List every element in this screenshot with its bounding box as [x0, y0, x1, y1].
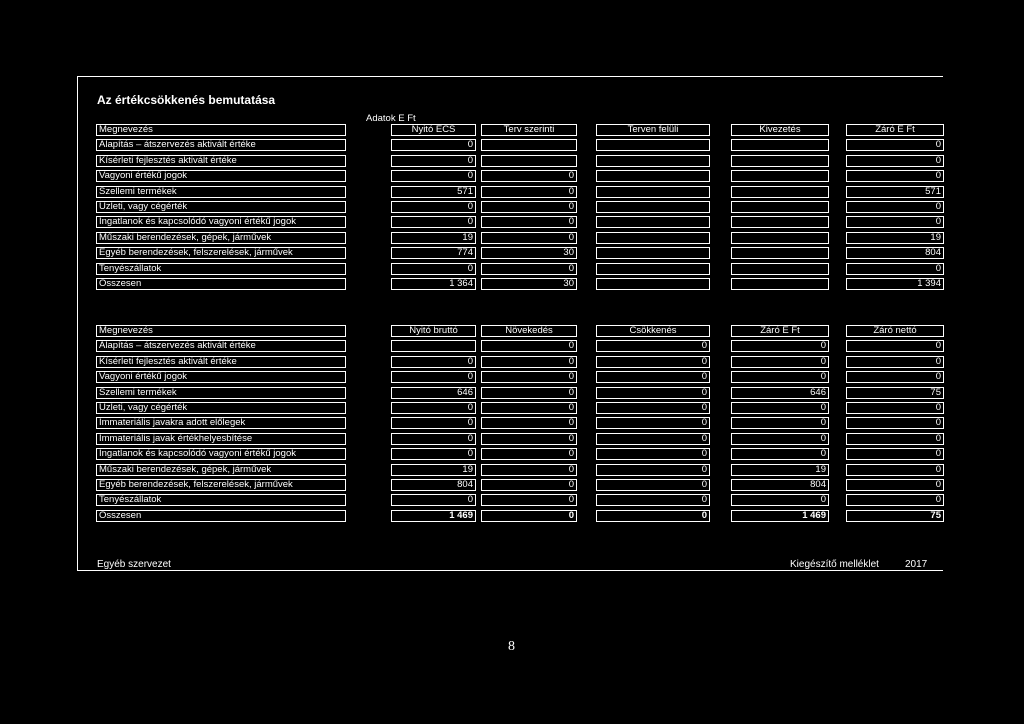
- table-cell: 0: [481, 170, 577, 182]
- table-row: [96, 200, 944, 215]
- column-header: Megnevezés: [96, 325, 346, 337]
- table-cell: [391, 340, 476, 352]
- table-cell: 0: [846, 340, 944, 352]
- table-cell: 0: [596, 510, 710, 522]
- table-cell: [596, 155, 710, 167]
- row-label: Összesen: [96, 278, 346, 290]
- table-cell: 0: [596, 479, 710, 491]
- table-cell: 0: [596, 448, 710, 460]
- table-cell: 0: [596, 464, 710, 476]
- table-cell: 1 469: [731, 510, 829, 522]
- table-cell: 0: [731, 340, 829, 352]
- table-cell: [731, 201, 829, 213]
- gross-value-table: [96, 324, 944, 524]
- table-cell: 0: [596, 340, 710, 352]
- table-cell: 0: [481, 510, 577, 522]
- table-cell: [731, 216, 829, 228]
- row-label: Kísérleti fejlesztés aktivált értéke: [96, 356, 346, 368]
- depreciation-table: [96, 123, 944, 292]
- column-header: Záró E Ft: [846, 124, 944, 136]
- table-cell: [596, 201, 710, 213]
- table-cell: 0: [731, 371, 829, 383]
- table-cell: [731, 247, 829, 259]
- column-header: Záró E Ft: [731, 325, 829, 337]
- row-label: Immateriális javakra adott előlegek: [96, 417, 346, 429]
- table-cell: 0: [846, 464, 944, 476]
- table-cell: [596, 232, 710, 244]
- table-cell: [731, 232, 829, 244]
- table-cell: 0: [391, 433, 476, 445]
- table-cell: 646: [391, 387, 476, 399]
- table-cell: 0: [846, 448, 944, 460]
- table-cell: 1 364: [391, 278, 476, 290]
- row-label: Alapítás – átszervezés aktivált értéke: [96, 340, 346, 352]
- column-header: Megnevezés: [96, 124, 346, 136]
- table-cell: 774: [391, 247, 476, 259]
- table-cell: 0: [481, 417, 577, 429]
- table-cell: 0: [596, 371, 710, 383]
- table-cell: 30: [481, 247, 577, 259]
- table-cell: 0: [846, 201, 944, 213]
- table-row: [96, 386, 944, 401]
- table-header-row: [96, 123, 944, 138]
- table-cell: [731, 263, 829, 275]
- column-header: Növekedés: [481, 325, 577, 337]
- table-cell: 0: [596, 494, 710, 506]
- table-cell: 804: [846, 247, 944, 259]
- column-header: Kivezetés: [731, 124, 829, 136]
- table-cell: [731, 186, 829, 198]
- row-label: Szellemi termékek: [96, 387, 346, 399]
- table-row: [96, 447, 944, 462]
- row-label: Üzleti, vagy cégérték: [96, 201, 346, 213]
- table-cell: 75: [846, 387, 944, 399]
- table-cell: 0: [481, 186, 577, 198]
- table-cell: [481, 139, 577, 151]
- table-row: [96, 246, 944, 261]
- table-cell: [596, 170, 710, 182]
- table-cell: 0: [481, 387, 577, 399]
- row-label: Üzleti, vagy cégérték: [96, 402, 346, 414]
- table-cell: 0: [391, 371, 476, 383]
- table-cell: [596, 216, 710, 228]
- table-cell: 0: [846, 170, 944, 182]
- table-cell: 646: [731, 387, 829, 399]
- column-header: Nyitó ÉCS: [391, 124, 476, 136]
- table-cell: [596, 139, 710, 151]
- row-label: Egyéb berendezések, felszerelések, járművek: [96, 479, 346, 491]
- table-cell: 19: [846, 232, 944, 244]
- table-row: [96, 370, 944, 385]
- table-cell: [731, 139, 829, 151]
- table-row: [96, 339, 944, 354]
- table-row: [96, 231, 944, 246]
- row-label: Műszaki berendezések, gépek, járművek: [96, 464, 346, 476]
- table-row: [96, 185, 944, 200]
- table-cell: 0: [391, 402, 476, 414]
- table-cell: 0: [481, 201, 577, 213]
- row-label: Műszaki berendezések, gépek, járművek: [96, 232, 346, 244]
- table-cell: 0: [846, 433, 944, 445]
- total-row: [96, 277, 944, 292]
- table-cell: 0: [846, 216, 944, 228]
- table-cell: 1 469: [391, 510, 476, 522]
- table-cell: 0: [481, 402, 577, 414]
- table-cell: 0: [481, 216, 577, 228]
- row-label: Kísérleti fejlesztés aktivált értéke: [96, 155, 346, 167]
- table-cell: 0: [731, 433, 829, 445]
- table-cell: 0: [846, 356, 944, 368]
- section-title: Az értékcsökkenés bemutatása: [97, 93, 276, 107]
- table-cell: 0: [846, 155, 944, 167]
- table-row: [96, 262, 944, 277]
- table-row: [96, 432, 944, 447]
- table-cell: 0: [481, 371, 577, 383]
- row-label: Tenyészállatok: [96, 263, 346, 275]
- table-cell: 0: [846, 494, 944, 506]
- table-header-row: [96, 324, 944, 339]
- table-row: [96, 478, 944, 493]
- table-cell: 0: [846, 479, 944, 491]
- table-cell: 19: [391, 464, 476, 476]
- column-header: Nyitó bruttó: [391, 325, 476, 337]
- table-cell: 30: [481, 278, 577, 290]
- table-cell: 19: [731, 464, 829, 476]
- table-cell: 0: [391, 170, 476, 182]
- table-cell: 0: [391, 448, 476, 460]
- table-cell: 571: [846, 186, 944, 198]
- row-label: Vagyoni értékű jogok: [96, 371, 346, 383]
- total-row: [96, 509, 944, 524]
- table-row: [96, 215, 944, 230]
- table-cell: 0: [731, 402, 829, 414]
- table-cell: 19: [391, 232, 476, 244]
- table-cell: [731, 170, 829, 182]
- table-cell: 804: [731, 479, 829, 491]
- row-label: Alapítás – átszervezés aktivált értéke: [96, 139, 346, 151]
- table-cell: 0: [391, 417, 476, 429]
- top-rule: [77, 76, 943, 77]
- table-cell: 0: [481, 340, 577, 352]
- table-cell: 0: [731, 417, 829, 429]
- table-cell: 0: [391, 356, 476, 368]
- table-cell: 0: [481, 494, 577, 506]
- table-cell: 0: [481, 433, 577, 445]
- row-label: Vagyoni értékű jogok: [96, 170, 346, 182]
- table-cell: 0: [481, 263, 577, 275]
- table-cell: 0: [596, 356, 710, 368]
- table-cell: [596, 263, 710, 275]
- table-cell: 0: [596, 402, 710, 414]
- table-row: [96, 138, 944, 153]
- row-label: Szellemi termékek: [96, 186, 346, 198]
- table-cell: 0: [391, 263, 476, 275]
- table-cell: 0: [481, 464, 577, 476]
- table-row: [96, 493, 944, 508]
- table-cell: 0: [481, 448, 577, 460]
- table-cell: 0: [846, 371, 944, 383]
- table-cell: [731, 155, 829, 167]
- table-cell: 0: [846, 139, 944, 151]
- row-label: Immateriális javak értékhelyesbítése: [96, 433, 346, 445]
- table-row: [96, 169, 944, 184]
- bottom-rule: [77, 570, 943, 571]
- footer-doc-type: Kiegészítő melléklet: [790, 559, 879, 570]
- row-label: Egyéb berendezések, felszerelések, járművek: [96, 247, 346, 259]
- column-header: Csökkenés: [596, 325, 710, 337]
- unit-label: Adatok E Ft: [366, 113, 416, 124]
- table-cell: 0: [596, 433, 710, 445]
- table-cell: 0: [731, 356, 829, 368]
- table-cell: 0: [391, 155, 476, 167]
- table-row: [96, 355, 944, 370]
- footer-org-type: Egyéb szervezet: [97, 559, 171, 570]
- column-header: Záró nettó: [846, 325, 944, 337]
- table-cell: 0: [596, 387, 710, 399]
- table-cell: [596, 186, 710, 198]
- table-cell: 0: [481, 232, 577, 244]
- table-cell: 0: [846, 263, 944, 275]
- table-cell: [596, 278, 710, 290]
- table-row: [96, 154, 944, 169]
- footer-year: 2017: [905, 559, 928, 570]
- table-cell: [731, 278, 829, 290]
- table-cell: 0: [391, 201, 476, 213]
- left-rule: [77, 76, 78, 571]
- page-number: 8: [508, 639, 515, 654]
- table-cell: 0: [596, 417, 710, 429]
- table-cell: 804: [391, 479, 476, 491]
- table-cell: 1 394: [846, 278, 944, 290]
- table-row: [96, 401, 944, 416]
- column-header: Terven felüli: [596, 124, 710, 136]
- table-row: [96, 416, 944, 431]
- table-cell: 0: [731, 448, 829, 460]
- table-row: [96, 463, 944, 478]
- column-header: Terv szerinti: [481, 124, 577, 136]
- table-cell: 0: [481, 356, 577, 368]
- table-cell: 0: [846, 417, 944, 429]
- table-cell: [481, 155, 577, 167]
- table-cell: 0: [481, 479, 577, 491]
- table-cell: 0: [391, 216, 476, 228]
- row-label: Tenyészállatok: [96, 494, 346, 506]
- table-cell: 0: [391, 139, 476, 151]
- table-cell: [596, 247, 710, 259]
- table-cell: 571: [391, 186, 476, 198]
- table-cell: 75: [846, 510, 944, 522]
- table-cell: 0: [731, 494, 829, 506]
- row-label: Ingatlanok és kapcsolódó vagyoni értékű jogok: [96, 448, 346, 460]
- row-label: Összesen: [96, 510, 346, 522]
- table-cell: 0: [846, 402, 944, 414]
- row-label: Ingatlanok és kapcsolódó vagyoni értékű jogok: [96, 216, 346, 228]
- table-cell: 0: [391, 494, 476, 506]
